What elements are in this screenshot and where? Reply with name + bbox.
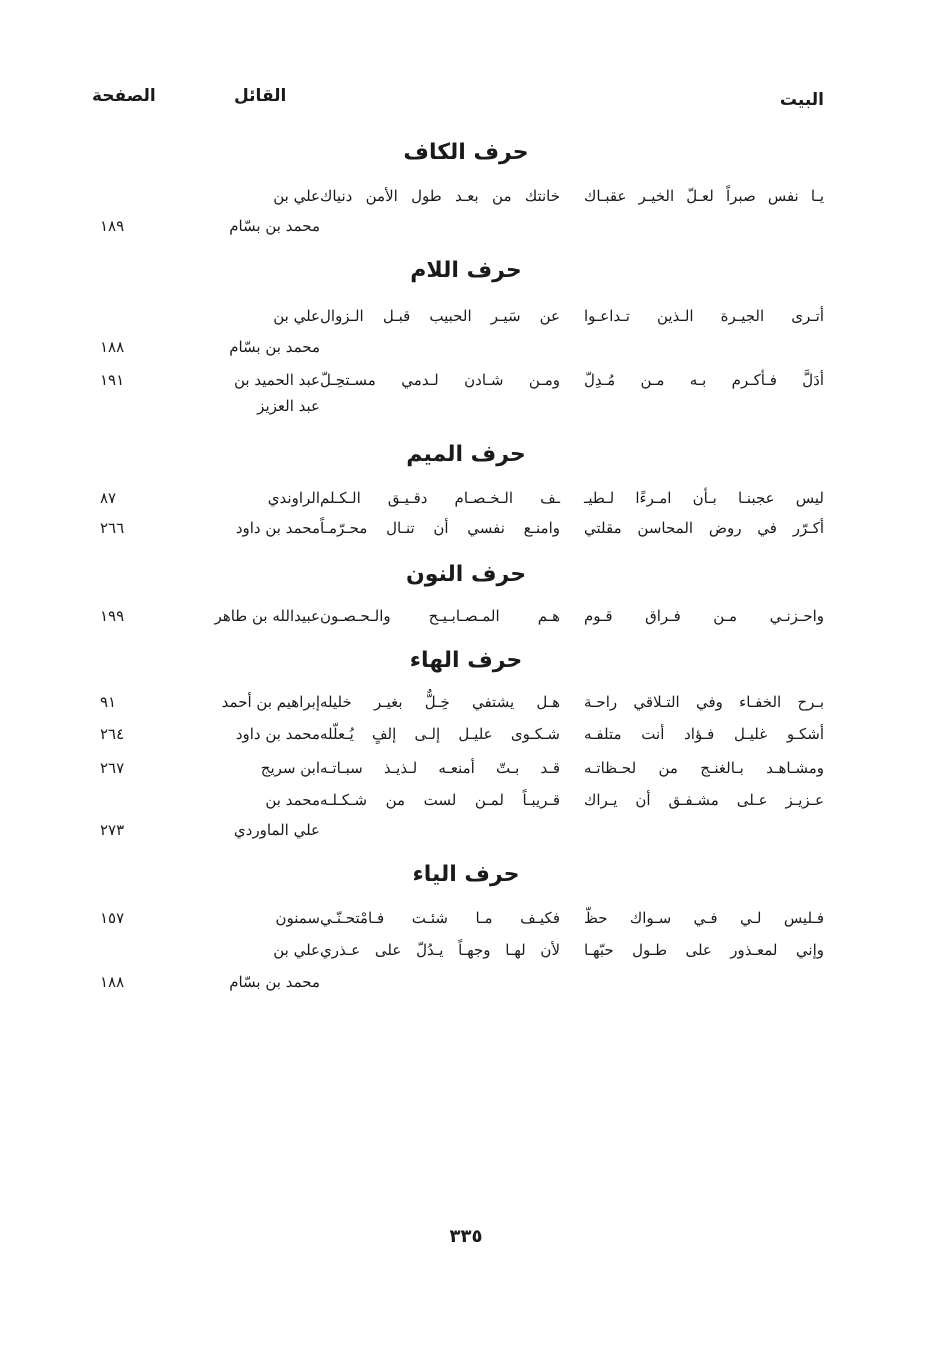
verse-speaker: الراوندي	[267, 489, 320, 507]
verse-page-ref: ٨٧	[100, 489, 117, 507]
verse-second-hemistich: خانتك من بعـد طول الأمن دنياك	[320, 187, 560, 205]
section-title: حرف اللام	[410, 258, 522, 283]
verse-speaker: محمد بن داود	[235, 519, 320, 537]
section-title: حرف الميم	[406, 442, 526, 467]
verse-speaker: محمد بن داود	[235, 725, 320, 743]
verse-speaker: علي بن	[273, 187, 320, 205]
verse-first-hemistich: بـرح الخفـاء وفي التـلاقي راحـة	[584, 693, 824, 711]
column-header-page: الصفحة	[92, 86, 156, 106]
verse-page-ref: ١٨٩	[100, 217, 125, 235]
verse-speaker: علي بن	[273, 941, 320, 959]
section-title: حرف الكاف	[403, 140, 529, 165]
column-header-speaker: القائل	[234, 86, 287, 106]
section-title: حرف الهاء	[409, 648, 523, 673]
verse-second-hemistich: هـل يشتفي خِـلٌّ بغيـر خليله	[320, 693, 560, 711]
verse-page-ref: ٢٦٤	[100, 725, 125, 743]
verse-page-ref: ٢٦٧	[100, 759, 125, 777]
verse-speaker: عبد الحميد بن	[234, 371, 320, 389]
verse-second-hemistich: عن سَيـر الحبيب قبـل الـزوال	[320, 307, 560, 325]
verse-second-hemistich: قـريبـاً لمـن لست من شـكـلـه	[320, 791, 560, 809]
verse-speaker: علي بن	[273, 307, 320, 325]
verse-speaker: ابن سريج	[260, 759, 320, 777]
section-title: حرف الياء	[412, 862, 520, 887]
verse-first-hemistich: أتـرى الجيـرة الـذين تـداعـوا	[584, 307, 824, 325]
column-header-verse: البيت	[779, 90, 824, 110]
verse-page-ref: ١٥٧	[100, 909, 125, 927]
verse-speaker-continued: محمد بن بسّام	[229, 217, 320, 235]
verse-first-hemistich: ليس عجبنـا بـأن امـرءًا لـطيـ	[584, 489, 824, 507]
verse-speaker-continued: محمد بن بسّام	[229, 338, 320, 356]
verse-second-hemistich: لأن لهـا وجهـاً يـدُلّ على عـذري	[320, 941, 560, 959]
verse-speaker: محمد بن	[265, 791, 320, 809]
verse-speaker-continued: محمد بن بسّام	[229, 973, 320, 991]
verse-speaker: إبراهيم بن أحمد	[221, 693, 320, 711]
verse-first-hemistich: عـزيـز عـلى مشـفـق أن يـراك	[584, 791, 824, 809]
verse-second-hemistich: قـد بـتّ أمنعـه لـذيـذ سبـاتـه	[320, 759, 560, 777]
verse-page-ref: ٩١	[100, 693, 117, 711]
verse-second-hemistich: هـم المـصـابـيـح والـحـصـون	[320, 607, 560, 625]
verse-second-hemistich: شـكـوى عليـل إلـى إلفٍ يُـعلّله	[320, 725, 560, 743]
verse-speaker-continued: علي الماوردي	[233, 821, 320, 839]
verse-first-hemistich: أشكـو غليـل فـؤاد أنت متلفـه	[584, 725, 824, 743]
verse-speaker-continued: عبد العزيز	[257, 397, 320, 415]
verse-first-hemistich: أكـرّر في روض المحاسن مقلتي	[584, 519, 824, 537]
verse-first-hemistich: فـليس لـي فـي سـواك حظّ	[584, 909, 824, 927]
verse-second-hemistich: وامنـع نفسي أن تنـال محـرّمـاً	[320, 519, 560, 537]
page-number: ٣٣٥	[449, 1226, 483, 1247]
section-title: حرف النون	[405, 562, 527, 587]
verse-second-hemistich: فكيـف مـا شئـت فـامْتحـنّـي	[320, 909, 560, 927]
verse-page-ref: ٢٦٦	[100, 519, 125, 537]
verse-page-ref: ١٩١	[100, 371, 125, 389]
verse-second-hemistich: ومـن شـادن لـدمي مسـتحِـلّ	[320, 371, 560, 389]
verse-page-ref: ٢٧٣	[100, 821, 125, 839]
verse-first-hemistich: ومشـاهـد بـالغنـج من لحـظاتـه	[584, 759, 824, 777]
verse-first-hemistich: يـا نفس صبراً لعـلّ الخيـر عقبـاك	[584, 187, 824, 205]
verse-first-hemistich: أدَلَّ فـأكـرم بـه مـن مُـدِلّ	[584, 371, 824, 389]
verse-speaker: سمنون	[275, 909, 320, 927]
verse-first-hemistich: واحـزنـي مـن فـراق قـوم	[584, 607, 824, 625]
verse-second-hemistich: ـف الـخـصـام دقـيـق الـكـلم	[320, 489, 560, 507]
verse-page-ref: ١٨٨	[100, 973, 125, 991]
verse-first-hemistich: وإني لمعـذور على طـول حبّهـا	[584, 941, 824, 959]
verse-page-ref: ١٨٨	[100, 338, 125, 356]
verse-speaker: عبيدالله بن طاهر	[214, 607, 320, 625]
verse-page-ref: ١٩٩	[100, 607, 125, 625]
